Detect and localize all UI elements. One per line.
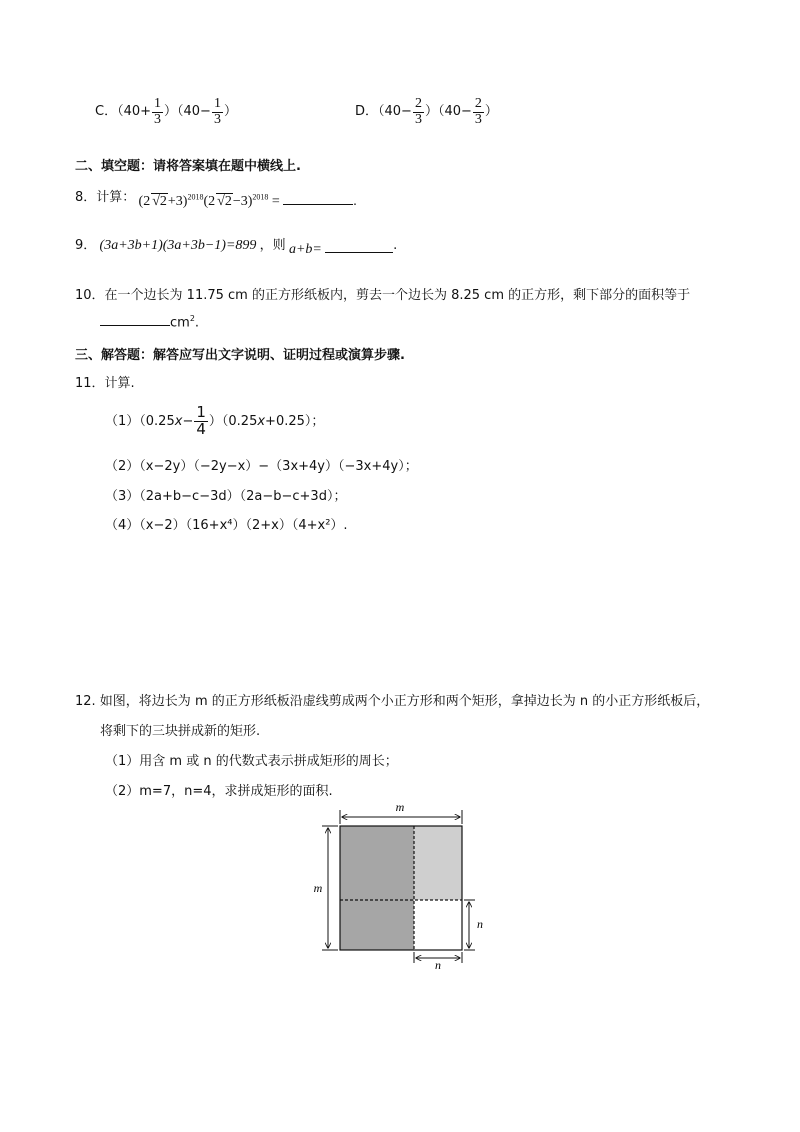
item-fraction [194, 405, 208, 438]
q8-expr-a: (2 [138, 193, 151, 209]
fraction-numerator: 1 [154, 96, 162, 111]
item-part: ）（0.25 [208, 413, 258, 429]
q8-expr-b: +3) [167, 193, 188, 209]
q11-item-4 [105, 514, 348, 533]
option-c-part1: （40+ [117, 104, 152, 120]
section2-heading: 二、填空题：请将答案填在题中横线上. [75, 159, 301, 174]
q10-unit: cm [170, 315, 190, 331]
square-diagram [310, 800, 500, 972]
answer-blank[interactable] [325, 252, 393, 253]
fraction-numerator: 1 [196, 403, 206, 421]
fraction-numerator: 1 [213, 96, 221, 111]
small-square-removed [414, 900, 462, 950]
item-variable: x [257, 413, 266, 429]
option-c-fraction2 [212, 97, 223, 127]
item-text: （x−2y）（−2y−x）−（3x+4y）（−3x+4y）； [139, 459, 418, 474]
question-10: 10．在一个边长为 11.75 cm 的正方形纸板内，剪去一个边长为 8.25 cm 的正方形，剩下部分的面积等于 [75, 288, 691, 303]
fraction-denominator: 3 [213, 111, 221, 127]
question-11-title: 11．计算. [75, 376, 135, 391]
fraction-denominator: 3 [474, 111, 482, 127]
large-square-piece [340, 826, 414, 900]
bottom-left-rectangle-piece [340, 900, 414, 950]
sqrt-argument: 2 [159, 193, 167, 209]
item-label: （2） [105, 459, 140, 474]
q10-unit-exponent: 2 [189, 314, 195, 323]
option-d-part3: ） [484, 104, 498, 120]
q8-exponent-1: 2018 [187, 192, 204, 201]
q11-item-3 [105, 485, 346, 504]
q9-number: 9． [75, 238, 97, 253]
item-text: （x−2）（16+x⁴）（2+x）（4+x²）. [139, 518, 348, 533]
question-8 [75, 186, 357, 209]
section3-heading: 三、解答题：解答应写出文字说明、证明过程或演算步骤. [75, 348, 405, 363]
q8-expr-d: −3) [232, 193, 253, 209]
q8-expr-c: (2 [203, 193, 216, 209]
q9-then: ，则 [259, 238, 286, 253]
option-d-part1: （40− [378, 104, 412, 120]
fraction-numerator: 2 [474, 96, 482, 111]
q11-item-2 [105, 455, 418, 474]
q9-expression: (3a+3b+1)(3a+3b−1)=899 [99, 238, 257, 253]
item-part: +0.25）； [265, 413, 325, 429]
fraction-denominator: 4 [196, 419, 206, 438]
question-12-line-2: 将剩下的三块拼成新的矩形. [100, 724, 261, 739]
sqrt-argument: 2 [224, 193, 232, 209]
option-c-label: C． [95, 104, 118, 120]
fraction-numerator: 2 [414, 96, 422, 111]
q8-exponent-2: 2018 [252, 192, 269, 201]
fraction-denominator: 3 [414, 111, 422, 127]
sqrt-symbol: √2 [217, 193, 232, 209]
q9-expression-2: a+b= [288, 242, 322, 257]
q10-end: . [194, 315, 200, 331]
label-n-right: n [477, 917, 483, 931]
item-part: （0.25 [139, 413, 175, 429]
option-d [355, 97, 498, 127]
item-variable: x [174, 413, 183, 429]
question-12-line-1: 12. 如图，将边长为 m 的正方形纸板沿虚线剪成两个小正方形和两个矩形，拿掉边长为 n 的小正方形纸板后， [75, 694, 710, 709]
sqrt-symbol: √2 [152, 193, 167, 209]
q8-number: 8．计算： [75, 190, 136, 205]
q11-item-1 [105, 405, 324, 438]
option-c-part2: ）（40− [164, 104, 211, 120]
top-right-rectangle-piece [414, 826, 462, 900]
answer-blank[interactable] [100, 325, 170, 326]
question-12-sub-2: （2）m=7，n=4，求拼成矩形的面积. [105, 784, 333, 799]
option-d-fraction1 [413, 97, 424, 127]
option-d-fraction2 [473, 97, 484, 127]
option-c-part3: ） [223, 104, 237, 120]
q8-end: . [353, 193, 357, 209]
option-c [95, 97, 237, 127]
option-c-fraction1 [152, 97, 163, 127]
item-part: − [182, 413, 194, 429]
label-m-top: m [395, 800, 405, 814]
item-text: （2a+b−c−3d）（2a−b−c+3d）； [139, 489, 347, 504]
question-12-sub-1: （1）用含 m 或 n 的代数式表示拼成矩形的周长； [105, 754, 398, 769]
answer-blank[interactable] [283, 204, 353, 205]
item-label: （1） [105, 413, 140, 429]
option-d-label: D． [355, 104, 379, 120]
label-m-left: m [313, 881, 323, 895]
question-10-answer-line [100, 314, 199, 330]
q8-expr-e: = [268, 193, 280, 209]
option-d-part2: ）（40− [424, 104, 472, 120]
item-label: （3） [105, 489, 140, 504]
fraction-denominator: 3 [154, 111, 162, 127]
question-9 [75, 234, 398, 257]
item-label: （4） [105, 518, 140, 533]
q9-end: . [393, 238, 398, 253]
q8-expression [139, 194, 357, 209]
label-n-bottom: n [435, 958, 441, 972]
